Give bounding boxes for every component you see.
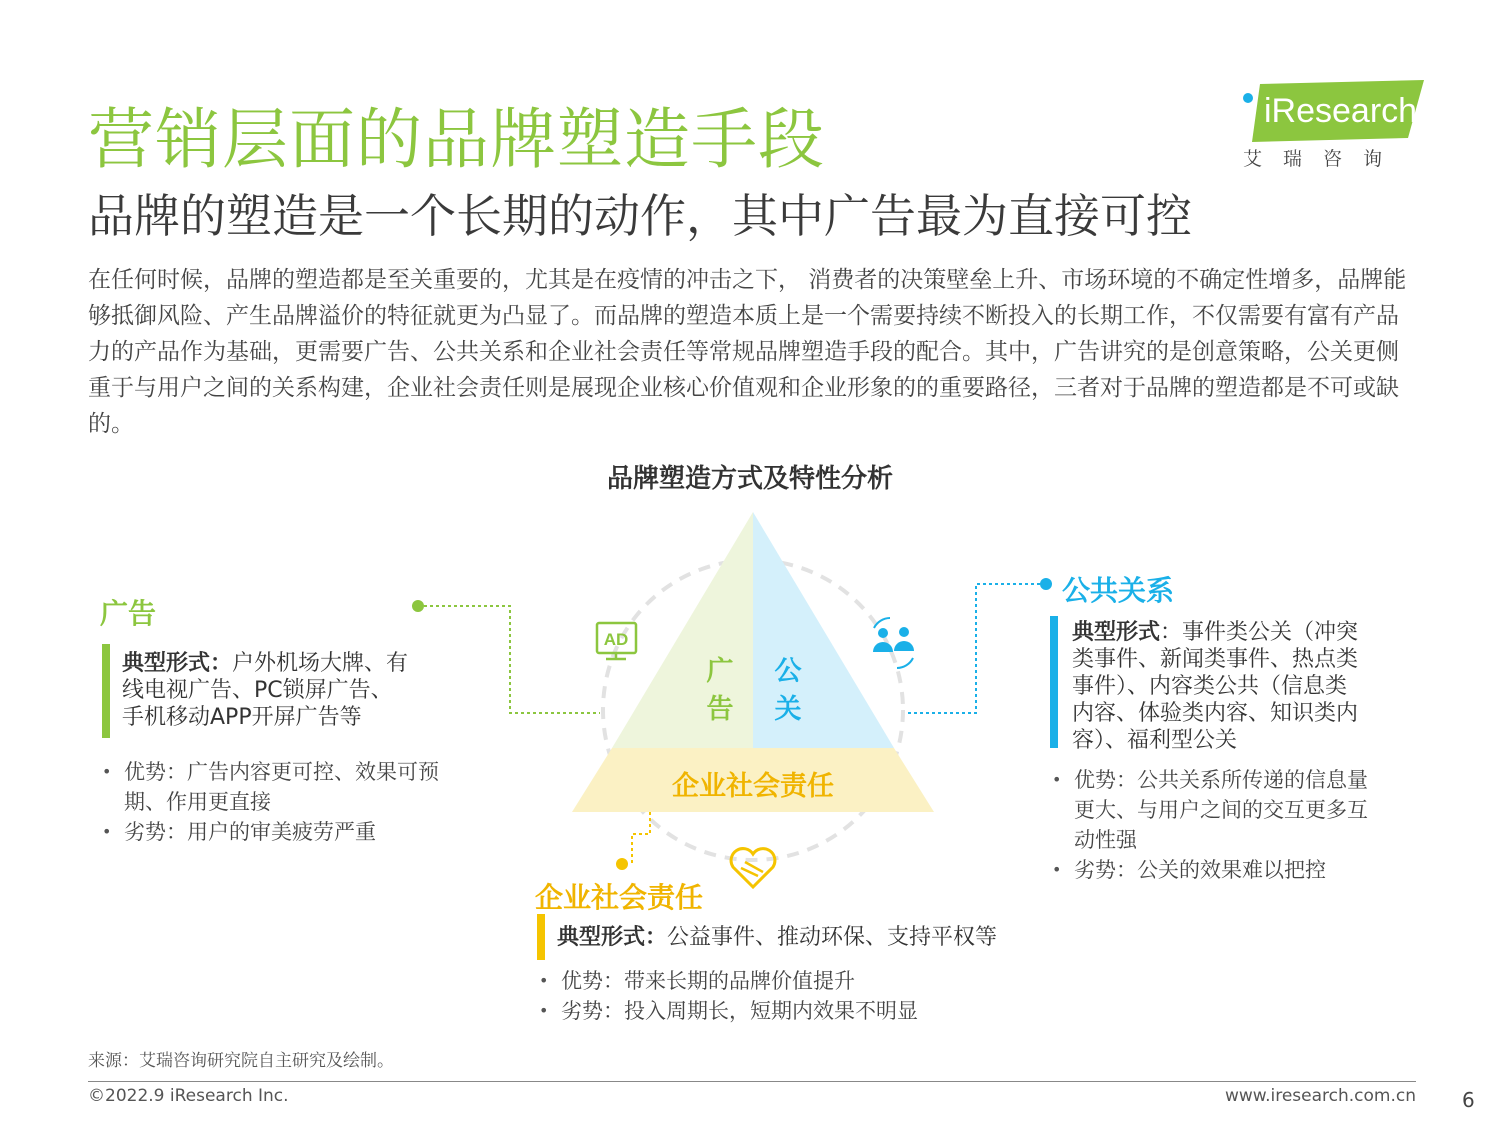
- csr-connector-dot: [616, 858, 628, 870]
- ad-cons-item: • 劣势：用户的审美疲劳严重: [98, 817, 458, 847]
- ad-form-label: 典型形式：: [122, 651, 233, 676]
- page-title: 营销层面的品牌塑造手段: [88, 101, 825, 178]
- pr-form-line: 事件）、内容类公共（信息类: [1072, 674, 1348, 699]
- pr-typical-forms: [1072, 619, 1392, 754]
- page-subtitle: 品牌的塑造是一个长期的动作，其中广告最为直接可控: [88, 189, 1192, 243]
- triangle-ad-label-1: 广: [706, 656, 734, 687]
- logo-chinese-name: 艾瑞咨询: [1243, 148, 1404, 170]
- triangle-pr-label-1: 公: [774, 656, 802, 687]
- csr-form-text: 公益事件、推动环保、支持平权等: [667, 925, 998, 950]
- pr-form-line: 容）、福利型公关: [1072, 728, 1238, 753]
- csr-form-label: 典型形式：: [557, 925, 668, 950]
- ad-pros-item: • 优势：广告内容更可控、效果可预 期、作用更直接: [98, 757, 458, 817]
- pr-pros-item: • 优势：公共关系所传递的信息量 更大、与用户之间的交互更多互 动性强: [1048, 765, 1408, 855]
- source-note: 来源：艾瑞咨询研究院自主研究及绘制。: [88, 1051, 394, 1071]
- pr-form-line: ：事件类公关（冲突: [1160, 620, 1359, 645]
- ad-connector-dot: [412, 600, 424, 612]
- ad-monitor-icon: [597, 623, 636, 659]
- csr-typical-forms: [557, 924, 1057, 951]
- csr-cons-item: • 劣势：投入周期长，短期内效果不明显: [535, 996, 1035, 1026]
- footer-divider: [88, 1081, 1416, 1082]
- ad-form-line: 户外机场大牌、有: [232, 651, 409, 676]
- pr-connector-dot: [1040, 578, 1052, 590]
- pr-connector: [906, 584, 1046, 713]
- pr-form-label: 典型形式: [1072, 620, 1161, 645]
- ad-section-title: 广告: [100, 597, 157, 630]
- website-link[interactable]: www.iresearch.com.cn: [1224, 1086, 1416, 1106]
- ad-typical-forms: [122, 650, 442, 731]
- heart-hands-icon: [731, 849, 775, 887]
- triangle-pr-label-2: 关: [774, 694, 802, 725]
- csr-pros-cons: [535, 966, 1035, 1026]
- pr-cons-item: • 劣势：公关的效果难以把控: [1048, 855, 1408, 885]
- ad-form-line: 线电视广告、PC锁屏广告、: [122, 678, 393, 703]
- pr-form-line: 类事件、新闻类事件、热点类: [1072, 647, 1359, 672]
- csr-section-title: 企业社会责任: [535, 881, 704, 914]
- triangle-ad-label-2: 告: [706, 694, 734, 725]
- page-number: 6: [1462, 1088, 1475, 1112]
- pr-accent-bar: [1050, 616, 1058, 748]
- csr-pros-item: • 优势：带来长期的品牌价值提升: [535, 966, 1035, 996]
- csr-accent-bar: [537, 914, 545, 960]
- logo-text: iResearch: [1264, 92, 1418, 130]
- triangle-csr-label: 企业社会责任: [672, 771, 834, 802]
- ad-connector: [418, 606, 600, 713]
- ad-accent-bar: [102, 644, 110, 738]
- pr-section-title: 公共关系: [1062, 574, 1175, 607]
- diagram-title: 品牌塑造方式及特性分析: [606, 464, 893, 494]
- ad-pros-cons: [98, 757, 458, 847]
- copyright: ©2022.9 iResearch Inc.: [88, 1086, 289, 1106]
- pr-form-line: 内容、体验类内容、知识类内: [1072, 701, 1359, 726]
- pr-pros-cons: [1048, 765, 1408, 885]
- intro-paragraph: 在任何时候，品牌的塑造都是至关重要的，尤其是在疫情的冲击之下， 消费者的决策壁垒上升、市场环境的不确定性增多，品牌能够抵御风险、产生品牌溢价的特征就更为凸显了。而品牌的塑造本质上是一个需要持续不断投入的长期工作，不仅需要有富有产品力的产品作为基础，更需要广告、公共关系和企业社会责任等常规品牌塑造手段的配合。其中，广告讲究的是创意策略，公关更侧重于与用户之间的关系构建，企业社会责任则是展现企业核心价值观和企业形象的的重要路径，三者对于品牌的塑造都是不可或缺的。: [88, 267, 1407, 437]
- csr-connector: [632, 812, 650, 864]
- svg-text:AD: AD: [603, 630, 629, 649]
- ad-form-line: 手机移动APP开屏广告等: [122, 705, 362, 730]
